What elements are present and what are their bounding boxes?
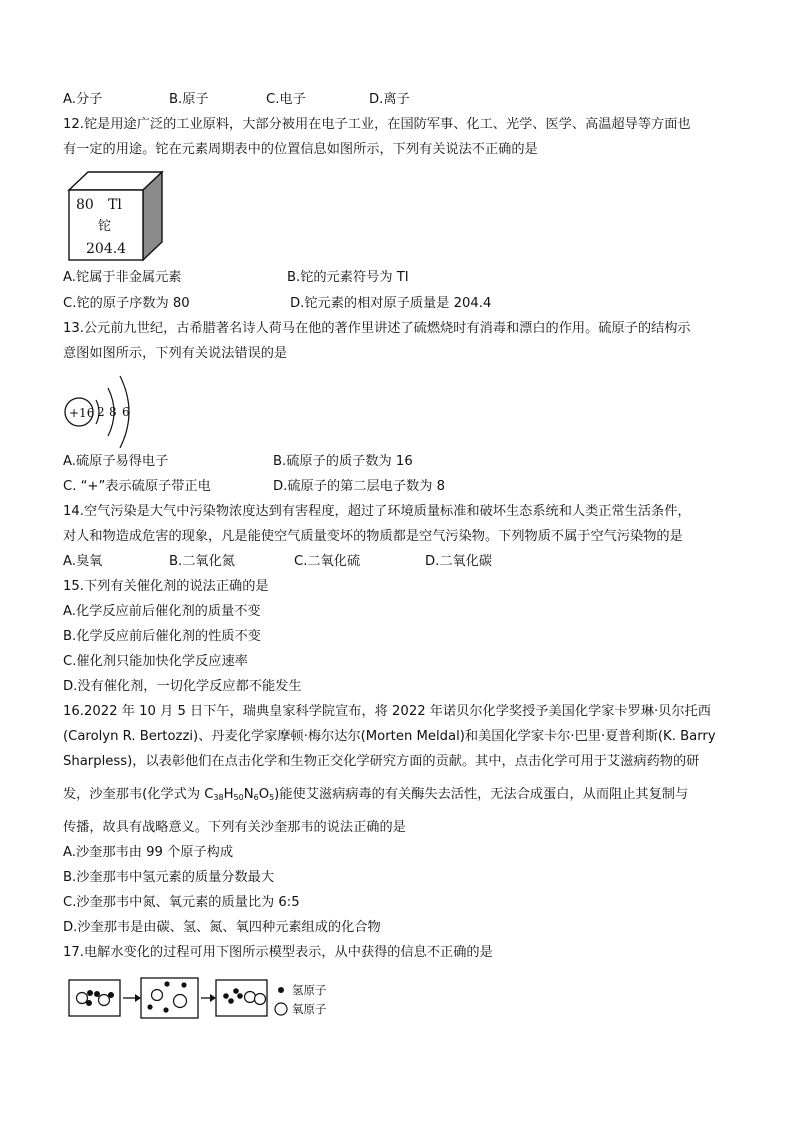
element-symbol: Tl bbox=[108, 197, 122, 213]
q11-option-a: A.分子 bbox=[63, 92, 103, 107]
formula-sub-h: 50 bbox=[233, 793, 244, 802]
legend-oxygen-icon bbox=[275, 1003, 287, 1015]
q13-option-b: B.硫原子的质子数为 16 bbox=[273, 454, 413, 469]
q16-option-c: C.沙奎那韦中氮、氧元素的质量比为 6:5 bbox=[63, 895, 300, 910]
q16-line5: 传播，故具有战略意义。下列有关沙奎那韦的说法正确的是 bbox=[63, 820, 406, 835]
q12-option-b: B.铊的元素符号为 TI bbox=[287, 270, 409, 285]
element-atomic-number: 80 bbox=[76, 197, 94, 213]
q15-stem: 15.下列有关催化剂的说法正确的是 bbox=[63, 579, 269, 594]
q16-line4-post: )能使艾滋病病毒的有关酶失去活性，无法合成蛋白，从而阻止其复制与 bbox=[274, 787, 689, 802]
q17-stem: 17.电解水变化的过程可用下图所示模型表示，从中获得的信息不正确的是 bbox=[63, 945, 493, 960]
formula-n: N bbox=[243, 787, 254, 802]
q16-line4-pre: 发，沙奎那韦(化学式为 C bbox=[63, 787, 214, 802]
q11-option-d: D.离子 bbox=[369, 92, 410, 107]
q14-option-d: D.二氧化碳 bbox=[425, 554, 493, 569]
q16-option-d: D.沙奎那韦是由碳、氢、氮、氧四种元素组成的化合物 bbox=[63, 920, 381, 935]
legend-hydrogen-label: 氢原子 bbox=[292, 983, 327, 997]
arrow-icon bbox=[210, 994, 216, 1002]
q12-option-d: D.铊元素的相对原子质量是 204.4 bbox=[290, 296, 492, 311]
q16-line2: (Carolyn R. Bertozzi)、丹麦化学家摩顿·梅尔达尔(Morten Meldal)和美国化学家卡尔·巴里·夏普利斯(K. Barry bbox=[63, 729, 716, 744]
q16-line3: Sharpless)，以表彰他们在点击化学和生物正交化学研究方面的贡献。其中，点击化学可用于艾滋病药物的研 bbox=[63, 754, 700, 769]
formula-o: O bbox=[258, 787, 270, 802]
q13-stem-line2: 意图如图所示，下列有关说法错误的是 bbox=[63, 346, 288, 361]
legend-oxygen-label: 氧原子 bbox=[292, 1002, 327, 1016]
q14-stem-line2: 对人和物造成危害的现象，凡是能使空气质量变坏的物质都是空气污染物。下列物质不属于空气污染物的是 bbox=[63, 529, 683, 544]
nucleus-charge: +16 bbox=[69, 406, 95, 420]
q12-option-a: A.铊属于非金属元素 bbox=[63, 270, 182, 285]
q11-option-c: C.电子 bbox=[266, 92, 306, 107]
q14-stem-line1: 14.空气污染是大气中污染物浓度达到有害程度，超过了环境质量标准和破坏生态系统和人类正常生活条件， bbox=[63, 504, 691, 519]
element-name: 铊 bbox=[98, 219, 112, 234]
q14-option-b: B.二氧化氮 bbox=[169, 554, 235, 569]
q12-stem-line1: 12.铊是用途广泛的工业原料，大部分被用在电子工业，在国防军事、化工、光学、医学、高温超导等方面也 bbox=[63, 117, 691, 132]
formula-h: H bbox=[223, 787, 234, 802]
q13-option-a: A.硫原子易得电子 bbox=[63, 454, 169, 469]
electrolysis-model-diagram bbox=[66, 974, 366, 1024]
legend-hydrogen-icon bbox=[278, 987, 284, 993]
sulfur-atom-diagram bbox=[62, 368, 142, 448]
q12-stem-line2: 有一定的用途。铊在元素周期表中的位置信息如图所示，下列有关说法不正确的是 bbox=[63, 142, 538, 157]
q14-option-c: C.二氧化硫 bbox=[294, 554, 361, 569]
q16-option-a: A.沙奎那韦由 99 个原子构成 bbox=[63, 845, 234, 860]
q13-option-c: C. “+”表示硫原子带正电 bbox=[63, 479, 211, 494]
formula-sub-n: 6 bbox=[253, 793, 259, 802]
q16-option-b: B.沙奎那韦中氢元素的质量分数最大 bbox=[63, 870, 275, 885]
q14-option-a: A.臭氧 bbox=[63, 554, 103, 569]
shell-1-electrons: 2 bbox=[97, 405, 105, 419]
element-cell-thallium bbox=[66, 168, 166, 264]
shell-2-electrons: 8 bbox=[109, 405, 117, 419]
q16-line1: 16.2022 年 10 月 5 日下午，瑞典皇家科学院宣布，将 2022 年诺贝尔化学奖授予美国化学家卡罗琳·贝尔托西 bbox=[63, 704, 711, 719]
q11-option-b: B.原子 bbox=[169, 92, 209, 107]
q15-option-d: D.没有催化剂，一切化学反应都不能发生 bbox=[63, 679, 302, 694]
formula-sub-o: 5 bbox=[269, 793, 275, 802]
shell-3-electrons: 6 bbox=[122, 405, 130, 419]
q15-option-a: A.化学反应前后催化剂的质量不变 bbox=[63, 604, 261, 619]
q15-option-b: B.化学反应前后催化剂的性质不变 bbox=[63, 629, 261, 644]
q15-option-c: C.催化剂只能加快化学反应速率 bbox=[63, 654, 248, 669]
q13-option-d: D.硫原子的第二层电子数为 8 bbox=[273, 479, 445, 494]
formula-sub-c: 38 bbox=[213, 793, 224, 802]
arrow-icon bbox=[135, 994, 141, 1002]
q12-option-c: C.铊的原子序数为 80 bbox=[63, 296, 190, 311]
q16-line4 bbox=[63, 786, 688, 807]
element-atomic-mass: 204.4 bbox=[86, 241, 127, 257]
q13-stem-line1: 13.公元前九世纪，古希腊著名诗人荷马在他的著作里讲述了硫燃烧时有消毒和漂白的作用。硫原子的结构示 bbox=[63, 321, 691, 336]
